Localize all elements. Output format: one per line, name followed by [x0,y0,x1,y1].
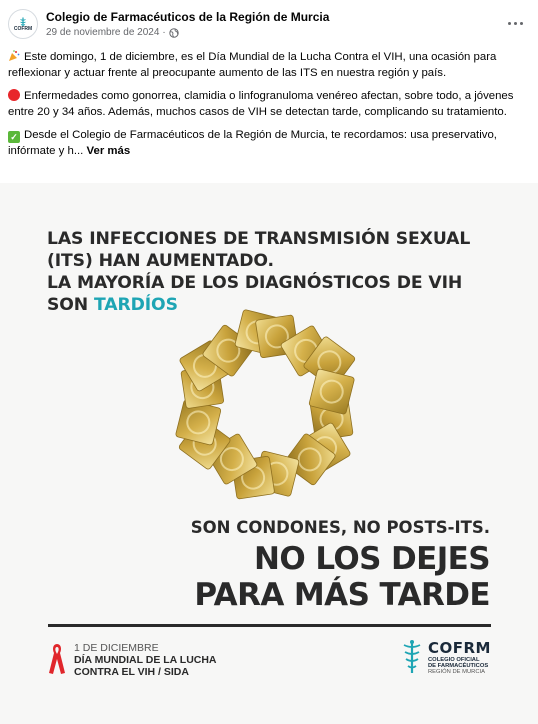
main-slogan-line-1: NO LOS DEJES [254,541,490,577]
divider [48,624,491,627]
avatar-label: COFRM [13,25,33,32]
event-name-line-2: CONTRA EL VIH / SIDA [74,666,189,678]
author-name[interactable]: Colegio de Farmacéuticos de la Región de Murcia [46,10,330,24]
org-subtitle-3: REGIÓN DE MURCIA [428,669,486,675]
main-slogan-line-2: PARA MÁS TARDE [194,577,490,613]
red-circle-icon [8,89,20,101]
post-paragraph [8,88,530,121]
avatar[interactable] [8,9,38,39]
condom-ring-illustration [165,303,370,508]
see-more-link[interactable]: Ver más [86,145,131,158]
post-paragraph [8,49,530,82]
cofrm-logo-icon [400,639,424,675]
post-date[interactable]: 29 de noviembre de 2024 [46,27,160,38]
post-header [0,0,538,46]
more-options-button[interactable] [502,12,528,34]
red-ribbon-icon [47,641,67,675]
more-icon [508,22,511,25]
event-date: 1 DE DICIEMBRE [74,642,159,654]
caduceus-icon [18,17,28,27]
globe-icon [169,28,179,38]
headline-line: LAS INFECCIONES DE TRANSMISIÓN SEXUAL [47,229,471,249]
paragraph-text: Este domingo, 1 de diciembre, es el Día Mundial de la Lucha Contra el VIH, una ocasión para reflexionar y actuar frente al preocupante aumento de las ITS en nuestra región y país. [8,51,497,80]
headline-text: SON [47,295,94,315]
post-paragraph [8,127,530,160]
headline-line: LA MAYORÍA DE LOS DIAGNÓSTICOS DE VIH [47,273,463,293]
paragraph-text: Desde el Colegio de Farmacéuticos de la Región de Murcia, te recordamos: usa preservativo, infórmate y h... [8,128,497,158]
tagline: SON CONDONES, NO POSTS-ITS. [190,518,490,537]
paragraph-text: Enfermedades como gonorrea, clamidia o linfogranuloma venéreo afectan, sobre todo, a jóvenes entre 20 y 34 años. Además, muchos casos de VIH se detectan tarde, complicando su tratamiento. [8,89,514,119]
post-image[interactable] [0,183,538,724]
org-subtitle-1: COLEGIO OFICIAL [428,657,480,663]
headline-line: (ITS) HAN AUMENTADO. [47,251,274,271]
post-meta [46,27,179,38]
meta-separator: · [162,27,166,38]
org-name: COFRM [428,639,491,657]
party-popper-icon [8,50,20,62]
org-subtitle-2: DE FARMACÉUTICOS [428,663,489,669]
check-mark-icon: ✓ [8,131,20,143]
post-body [8,49,530,165]
event-name-line-1: DÍA MUNDIAL DE LA LUCHA [74,654,217,666]
headline-accent: TARDÍOS [93,295,178,315]
